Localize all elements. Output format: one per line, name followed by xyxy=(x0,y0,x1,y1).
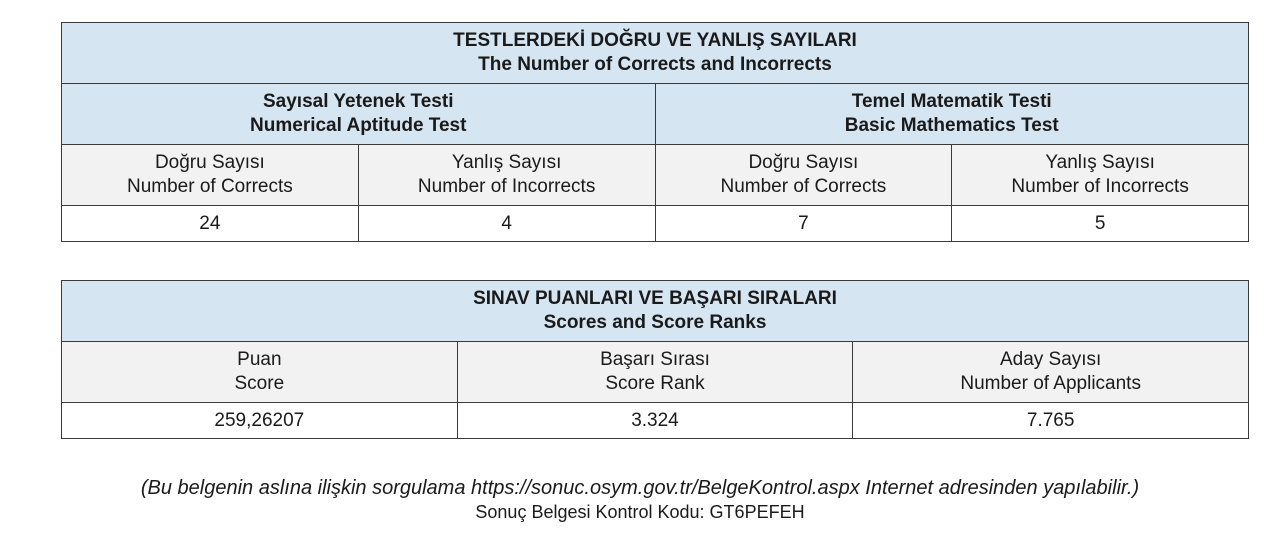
scores-title-tr: SINAV PUANLARI VE BAŞARI SIRALARI xyxy=(473,288,837,309)
tests-table-title xyxy=(62,23,1249,84)
column-label-en: Score Rank xyxy=(605,373,705,394)
math-correct-value: 7 xyxy=(655,206,952,242)
tests-table xyxy=(61,22,1249,242)
column-label-en: Number of Applicants xyxy=(960,373,1141,394)
control-code: Sonuç Belgesi Kontrol Kodu: GT6PEFEH xyxy=(475,502,805,522)
column-header xyxy=(358,145,655,206)
applicants-value: 7.765 xyxy=(853,403,1249,439)
score-rank-value: 3.324 xyxy=(457,403,853,439)
column-label-en: Number of Incorrects xyxy=(417,176,596,197)
scores-title-en: Scores and Score Ranks xyxy=(543,312,767,333)
column-header xyxy=(952,145,1249,206)
column-header xyxy=(853,342,1249,403)
column-label-en: Number of Corrects xyxy=(126,176,293,197)
column-header xyxy=(655,145,952,206)
column-label-tr: Puan xyxy=(237,349,282,370)
column-label-tr: Yanlış Sayısı xyxy=(1045,152,1155,173)
group-name-tr: Temel Matematik Testi xyxy=(851,91,1052,112)
column-label-en: Score xyxy=(234,373,285,394)
math-incorrect-value: 5 xyxy=(952,206,1249,242)
group-name-tr: Sayısal Yetenek Testi xyxy=(263,91,454,112)
scores-table xyxy=(61,280,1249,439)
tests-title-tr: TESTLERDEKİ DOĞRU VE YANLIŞ SAYILARI xyxy=(453,30,857,51)
tests-title-en: The Number of Corrects and Incorrects xyxy=(478,54,832,75)
column-label-tr: Aday Sayısı xyxy=(999,349,1102,370)
verification-note: (Bu belgenin aslına ilişkin sorgulama https://sonuc.osym.gov.tr/BelgeKontrol.aspx Internet adresinden yapılabilir.) xyxy=(140,477,1140,499)
table-row xyxy=(62,206,1249,242)
column-label-tr: Doğru Sayısı xyxy=(748,152,859,173)
table-row xyxy=(62,403,1249,439)
column-label-tr: Doğru Sayısı xyxy=(154,152,265,173)
group-name-en: Numerical Aptitude Test xyxy=(250,115,467,136)
numerical-incorrect-value: 4 xyxy=(358,206,655,242)
column-label-en: Number of Corrects xyxy=(720,176,887,197)
column-header xyxy=(62,342,458,403)
numerical-aptitude-header xyxy=(62,84,656,145)
column-header xyxy=(457,342,853,403)
group-name-en: Basic Mathematics Test xyxy=(844,115,1059,136)
column-label-tr: Başarı Sırası xyxy=(600,349,710,370)
numerical-correct-value: 24 xyxy=(62,206,359,242)
scores-table-title xyxy=(62,281,1249,342)
basic-math-header xyxy=(655,84,1249,145)
score-value: 259,26207 xyxy=(62,403,458,439)
column-label-tr: Yanlış Sayısı xyxy=(451,152,562,173)
column-header xyxy=(62,145,359,206)
column-label-en: Number of Incorrects xyxy=(1011,176,1189,197)
